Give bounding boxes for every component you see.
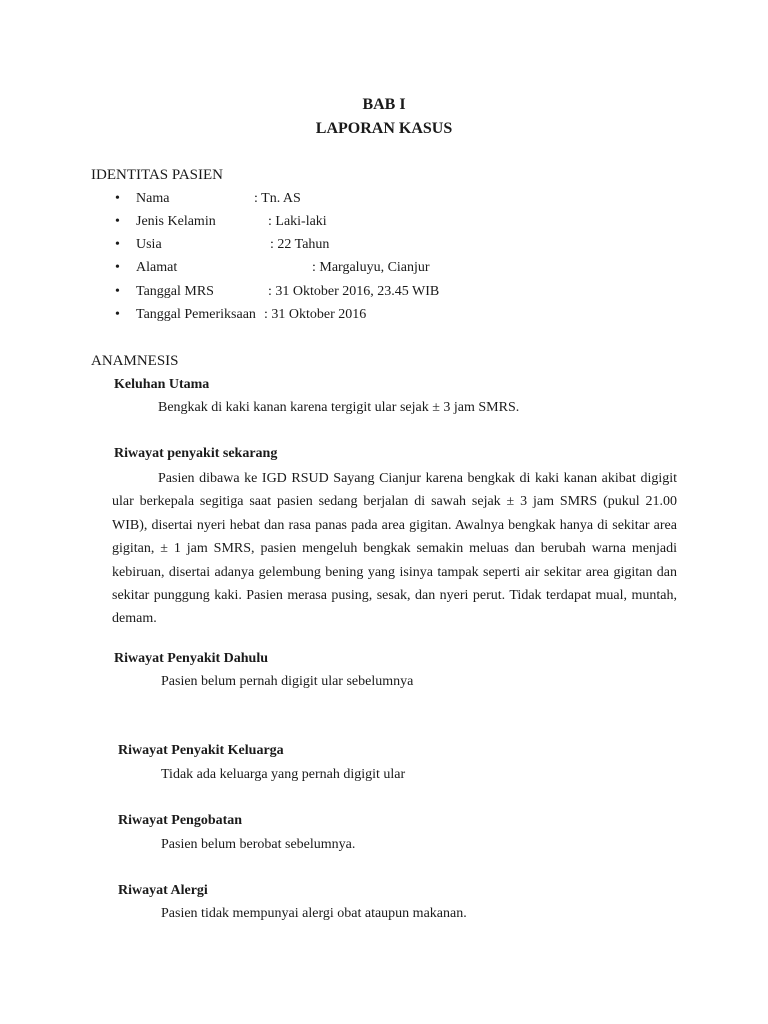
riwayat-alergi-text: Pasien tidak mempunyai alergi obat ataupun makanan. — [161, 906, 467, 921]
bullet-icon: • — [115, 284, 120, 299]
identity-label-nama: Nama — [136, 191, 170, 206]
riwayat-keluarga-text: Tidak ada keluarga yang pernah digigit ular — [161, 767, 406, 782]
riwayat-keluarga-title: Riwayat Penyakit Keluarga — [118, 743, 284, 758]
riwayat-alergi-title: Riwayat Alergi — [118, 883, 208, 898]
keluhan-utama-title: Keluhan Utama — [114, 377, 210, 392]
report-title: LAPORAN KASUS — [315, 120, 453, 137]
chapter-heading: BAB I — [362, 96, 406, 113]
identity-label-tanggal-pemeriksaan: Tanggal Pemeriksaan — [136, 307, 256, 322]
identity-value-tanggal-pemeriksaan: : 31 Oktober 2016 — [264, 307, 367, 322]
identity-label-usia: Usia — [136, 237, 162, 252]
identity-section-title: IDENTITAS PASIEN — [91, 167, 223, 183]
bullet-icon: • — [115, 191, 120, 206]
bullet-icon: • — [115, 214, 120, 229]
identity-label-jenis-kelamin: Jenis Kelamin — [136, 214, 216, 229]
riwayat-pengobatan-text: Pasien belum berobat sebelumnya. — [161, 837, 356, 852]
identity-value-jenis-kelamin: : Laki-laki — [268, 214, 327, 229]
riwayat-dahulu-title: Riwayat Penyakit Dahulu — [114, 651, 269, 666]
riwayat-dahulu-text: Pasien belum pernah digigit ular sebelumnya — [161, 674, 414, 689]
bullet-icon: • — [115, 237, 120, 252]
riwayat-sekarang-text: Pasien dibawa ke IGD RSUD Sayang Cianjur karena bengkak di kaki kanan akibat digigit ular berkepala segitiga saat pasien sedang berjalan di sawah sejak ± 3 jam SMRS (pukul 21.00 WIB), disertai nyeri hebat dan rasa panas pada area gigitan. Awalnya bengkak hanya di sekitar area gigitan, ± 1 jam SMRS, pasien mengeluh bengkak semakin meluas dan berubah warna menjadi kebiruan, disertai adanya gelembung bening yang isinya tampak seperti air sekitar area gigitan dan sekitar punggung kaki. Pasien merasa pusing, sesak, dan nyeri perut. Tidak terdapat mual, muntah, demam. — [112, 471, 677, 627]
identity-value-usia: : 22 Tahun — [270, 237, 330, 252]
identity-value-alamat: : Margaluyu, Cianjur — [312, 260, 430, 275]
anamnesis-section-title: ANAMNESIS — [91, 353, 179, 369]
identity-label-tanggal-mrs: Tanggal MRS — [136, 284, 214, 299]
bullet-icon: • — [115, 260, 120, 275]
keluhan-utama-text: Bengkak di kaki kanan karena tergigit ular sejak ± 3 jam SMRS. — [158, 400, 520, 415]
identity-label-alamat: Alamat — [136, 260, 178, 275]
bullet-icon: • — [115, 307, 120, 322]
identity-value-nama: : Tn. AS — [254, 191, 301, 206]
riwayat-pengobatan-title: Riwayat Pengobatan — [118, 813, 243, 828]
riwayat-sekarang-title: Riwayat penyakit sekarang — [114, 446, 278, 461]
identity-value-tanggal-mrs: : 31 Oktober 2016, 23.45 WIB — [268, 284, 440, 299]
